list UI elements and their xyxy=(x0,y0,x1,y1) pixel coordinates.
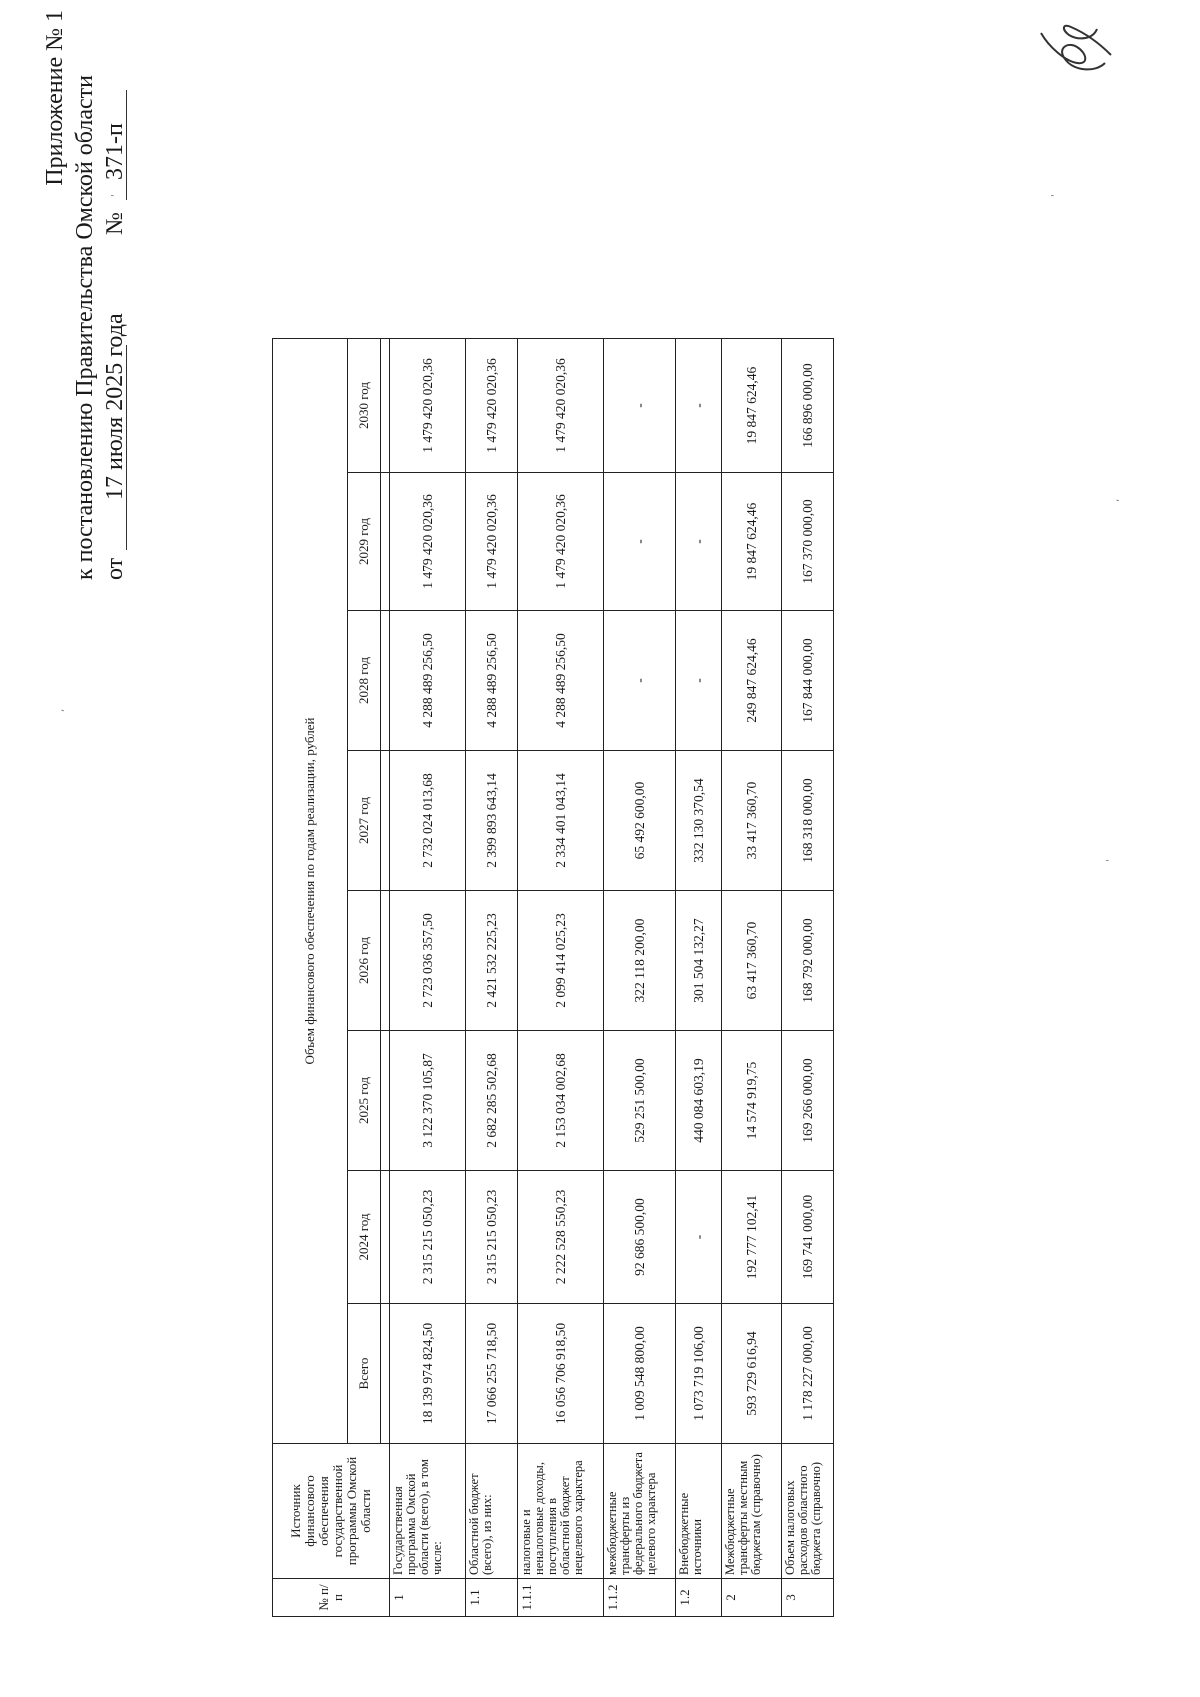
row-year-value: 2 732 024 013,68 xyxy=(390,751,466,891)
row-year-value: 2 421 532 225,23 xyxy=(466,891,518,1031)
row-year-value: 1 479 420 020,36 xyxy=(390,339,466,473)
row-source-name: Межбюджетные трансферты местным бюджетам (справочно) xyxy=(722,1444,782,1579)
table-row xyxy=(466,339,518,1617)
index-column-header: № п/п xyxy=(273,1579,390,1617)
table-row xyxy=(782,339,834,1617)
row-year-value: - xyxy=(676,339,722,473)
row-year-value: 169 266 000,00 xyxy=(782,1031,834,1171)
row-total-value: 1 178 227 000,00 xyxy=(782,1304,834,1444)
year-column-header: 2025 год xyxy=(348,1031,381,1171)
row-year-value: 4 288 489 256,50 xyxy=(518,611,604,751)
financing-table xyxy=(272,338,834,1617)
row-year-value: 249 847 624,46 xyxy=(722,611,782,751)
year-column-header: 2028 год xyxy=(348,611,381,751)
row-year-value: 1 479 420 020,36 xyxy=(466,339,518,473)
row-year-value: 192 777 102,41 xyxy=(722,1171,782,1304)
row-year-value: 1 479 420 020,36 xyxy=(390,473,466,611)
row-year-value: 2 334 401 043,14 xyxy=(518,751,604,891)
year-column-header: 2026 год xyxy=(348,891,381,1031)
row-source-name: межбюджетные трансферты из федерального бюджета целевого характера xyxy=(604,1444,676,1579)
financing-group-header: Объем финансового обеспечения по годам реализации, рублей xyxy=(273,339,348,1444)
row-index: 1.1.2 xyxy=(604,1579,676,1617)
row-year-value: 65 492 600,00 xyxy=(604,751,676,891)
row-year-value: 440 084 603,19 xyxy=(676,1031,722,1171)
row-year-value: 14 574 919,75 xyxy=(722,1031,782,1171)
row-year-value: 529 251 500,00 xyxy=(604,1031,676,1171)
signature-icon xyxy=(1035,17,1125,77)
row-year-value: 2 315 215 050,23 xyxy=(466,1171,518,1304)
row-year-value: 2 399 893 643,14 xyxy=(466,751,518,891)
row-year-value: 167 370 000,00 xyxy=(782,473,834,611)
row-year-value: 19 847 624,46 xyxy=(722,473,782,611)
row-year-value: 167 844 000,00 xyxy=(782,611,834,751)
scan-mark: ' xyxy=(110,194,121,197)
row-year-value: 4 288 489 256,50 xyxy=(466,611,518,751)
row-total-value: 16 056 706 918,50 xyxy=(518,1304,604,1444)
year-column-header: 2030 год xyxy=(348,339,381,473)
row-total-value: 1 009 548 800,00 xyxy=(604,1304,676,1444)
table-body xyxy=(390,339,834,1617)
row-year-value: 2 315 215 050,23 xyxy=(390,1171,466,1304)
number-sign: № xyxy=(102,212,128,235)
scan-mark: , xyxy=(1110,498,1121,502)
row-year-value: 1 479 420 020,36 xyxy=(518,473,604,611)
resolution-date: 17 июля 2025 года xyxy=(102,313,128,500)
row-total-value: 17 066 255 718,50 xyxy=(466,1304,518,1444)
row-year-value: 4 288 489 256,50 xyxy=(390,611,466,751)
row-year-value: 2 723 036 357,50 xyxy=(390,891,466,1031)
row-year-value: 3 122 370 105,87 xyxy=(390,1031,466,1171)
row-year-value: 169 741 000,00 xyxy=(782,1171,834,1304)
appendix-header xyxy=(40,10,132,580)
row-year-value: 168 792 000,00 xyxy=(782,891,834,1031)
row-year-value: 63 417 360,70 xyxy=(722,891,782,1031)
row-source-name: Объем налоговых расходов областного бюджета (справочно) xyxy=(782,1444,834,1579)
row-index: 3 xyxy=(782,1579,834,1617)
table-row xyxy=(390,339,466,1617)
total-column-header: Всего xyxy=(348,1304,381,1444)
table-row xyxy=(676,339,722,1617)
year-column-header: 2029 год xyxy=(348,473,381,611)
appendix-subtitle: к постановлению Правительства Омской области xyxy=(72,74,98,580)
appendix-title: Приложение № 1 xyxy=(42,10,68,186)
table-row xyxy=(604,339,676,1617)
row-year-value: 168 318 000,00 xyxy=(782,751,834,891)
row-year-value: 33 417 360,70 xyxy=(722,751,782,891)
year-column-header: 2024 год xyxy=(348,1171,381,1304)
row-year-value: - xyxy=(676,1171,722,1304)
row-total-value: 1 073 719 106,00 xyxy=(676,1304,722,1444)
row-year-value: - xyxy=(604,473,676,611)
row-year-value: 322 118 200,00 xyxy=(604,891,676,1031)
row-source-name: Государственная программа Омской области (всего), в том числе: xyxy=(390,1444,466,1579)
row-year-value: - xyxy=(604,339,676,473)
row-index: 1.2 xyxy=(676,1579,722,1617)
row-source-name: налоговые и неналоговые доходы, поступления в областной бюджет нецелевого характера xyxy=(518,1444,604,1579)
table-row xyxy=(722,339,782,1617)
table-row xyxy=(518,339,604,1617)
row-year-value: 332 130 370,54 xyxy=(676,751,722,891)
row-index: 1 xyxy=(390,1579,466,1617)
row-year-value: 19 847 624,46 xyxy=(722,339,782,473)
row-year-value: 2 099 414 025,23 xyxy=(518,891,604,1031)
row-year-value: 2 153 034 002,68 xyxy=(518,1031,604,1171)
year-column-header: 2027 год xyxy=(348,751,381,891)
scan-mark: ' xyxy=(1050,194,1061,197)
source-column-header: Источник финансового обеспечения государственной программы Омской области xyxy=(273,1444,390,1579)
row-year-value: 1 479 420 020,36 xyxy=(518,339,604,473)
row-year-value: 166 896 000,00 xyxy=(782,339,834,473)
row-source-name: Внебюджетные источники xyxy=(676,1444,722,1579)
row-year-value: - xyxy=(676,473,722,611)
scan-mark: ' xyxy=(1105,859,1116,862)
scan-mark: , xyxy=(55,708,66,712)
date-prefix: от xyxy=(102,557,128,580)
row-year-value: 2 682 285 502,68 xyxy=(466,1031,518,1171)
row-year-value: 301 504 132,27 xyxy=(676,891,722,1031)
row-year-value: 2 222 528 550,23 xyxy=(518,1171,604,1304)
row-year-value: - xyxy=(604,611,676,751)
row-total-value: 18 139 974 824,50 xyxy=(390,1304,466,1444)
row-year-value: - xyxy=(676,611,722,751)
row-index: 1.1 xyxy=(466,1579,518,1617)
appendix-date-line xyxy=(100,10,132,580)
row-index: 2 xyxy=(722,1579,782,1617)
row-year-value: 92 686 500,00 xyxy=(604,1171,676,1304)
row-total-value: 593 729 616,94 xyxy=(722,1304,782,1444)
row-source-name: Областной бюджет (всего), из них: xyxy=(466,1444,518,1579)
row-year-value: 1 479 420 020,36 xyxy=(466,473,518,611)
resolution-number: 371-п xyxy=(102,123,128,180)
row-index: 1.1.1 xyxy=(518,1579,604,1617)
